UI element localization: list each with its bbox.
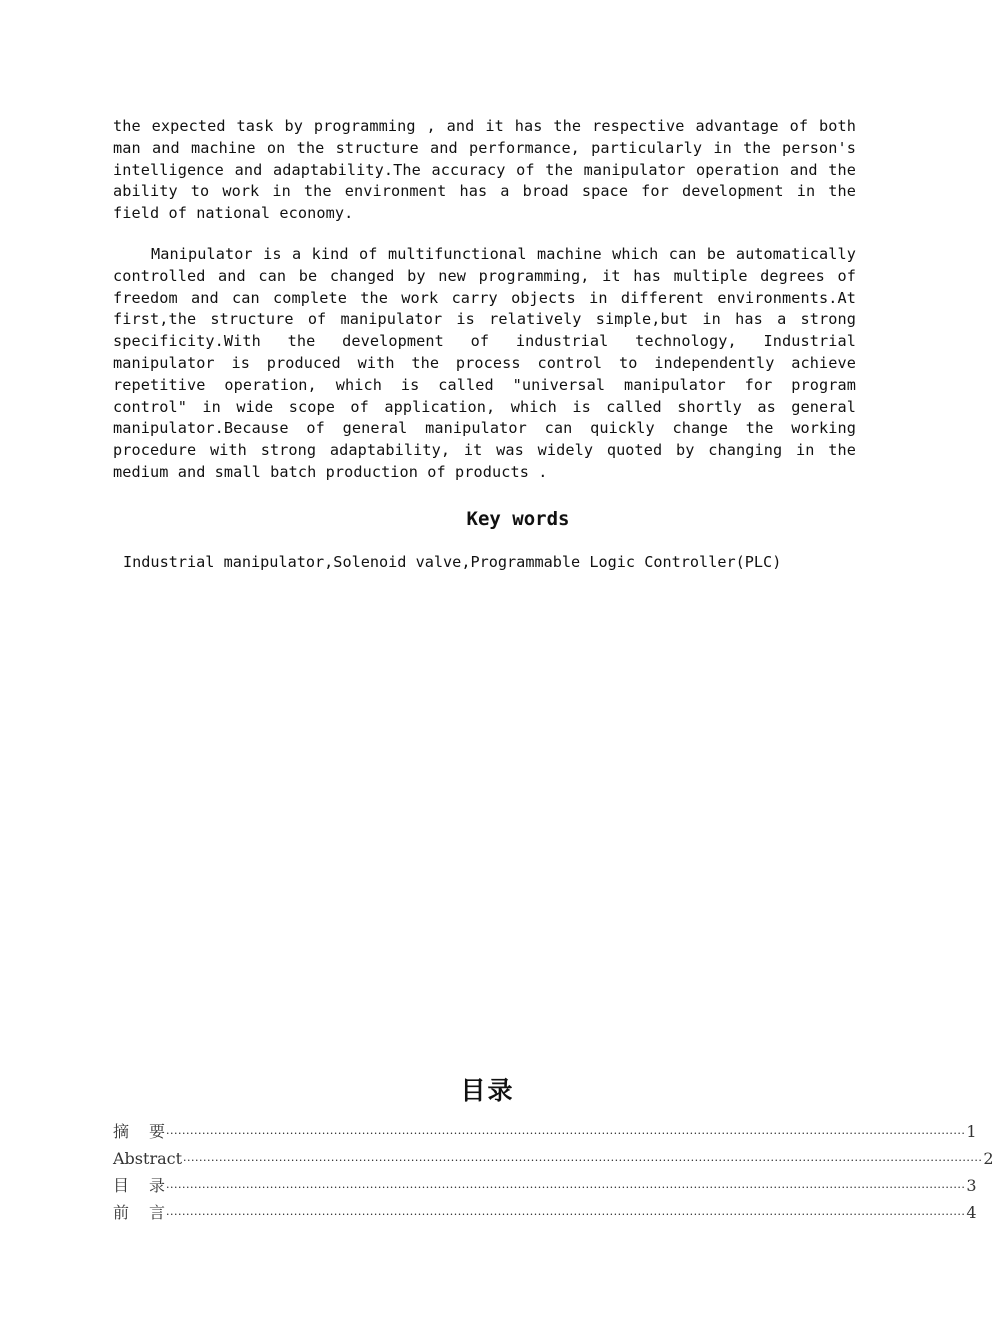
toc-entry-page: 2 [983, 1149, 994, 1168]
toc-entry-abstract-cn[interactable] [113, 1121, 977, 1148]
toc-entry-label: 摘要 [113, 1122, 186, 1141]
toc-entry-label: 目录 [113, 1176, 186, 1195]
keywords-heading: Key words [466, 508, 570, 530]
keywords-text: Industrial manipulator,Solenoid valve,Programmable Logic Controller(PLC) [123, 553, 782, 571]
toc-leader-dots: ········································································································································································································ [166, 1181, 966, 1194]
toc-entry-label: 前言 [113, 1203, 186, 1222]
toc-leader-dots: ········································································································································································································ [183, 1154, 983, 1167]
abstract-paragraph-2: Manipulator is a kind of multifunctional machine which can be automatically controlled and can be changed by new programming, it has multiple degrees of freedom and can complete the work carry objects in different environments.At first,the structure of manipulator is relatively simple,but in has a strong specificity.With the development of industrial technology, Industrial manipulator is produced with the process control to independently achieve repetitive operation, which is called "universal manipulator for program control" in wide scope of application, which is called shortly as general manipulator.Because of general manipulator can quickly change the working procedure with strong adaptability, it was widely quoted by changing in the medium and small batch production of products . [113, 245, 856, 481]
toc-title: 目录 [460, 1076, 515, 1105]
toc-leader-dots: ········································································································································································································ [166, 1127, 966, 1140]
toc-entry-preface[interactable] [113, 1202, 977, 1229]
toc-entry-page: 3 [966, 1176, 977, 1195]
toc-entry-page: 4 [966, 1203, 977, 1222]
toc-entry-page: 1 [966, 1122, 977, 1141]
toc-entry-abstract-en[interactable] [113, 1148, 994, 1175]
abstract-paragraph-1: the expected task by programming , and it has the respective advantage of both man and machine on the structure and performance, particularly in the person's intelligence and adaptability.The accuracy of the manipulator operation and the ability to work in the environment has a broad space for development in the field of national economy. [113, 117, 856, 223]
toc-entry-label: Abstract [113, 1149, 183, 1168]
toc-leader-dots: ········································································································································································································ [166, 1208, 966, 1221]
table-of-contents [113, 1121, 994, 1229]
toc-entry-contents[interactable] [113, 1175, 977, 1202]
